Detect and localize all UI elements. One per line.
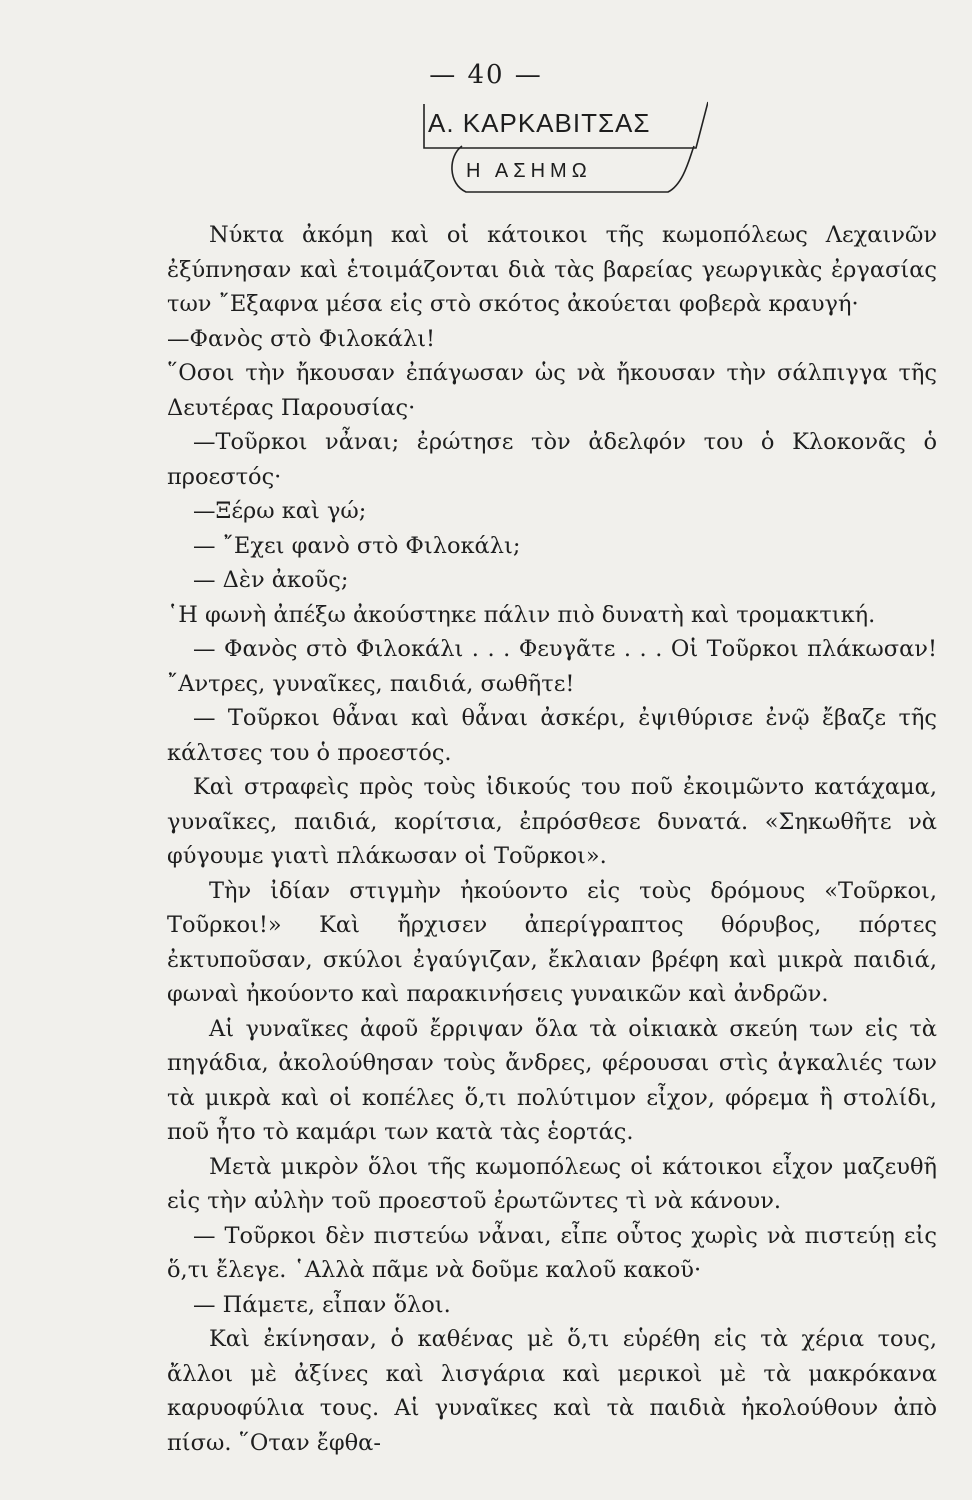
body-text	[167, 218, 937, 1460]
paragraph: Καὶ στραφεὶς πρὸς τοὺς ἰδικούς του ποῦ ἐκοιμῶντο κατάχαμα, γυναῖκες, παιδιά, κορίτσια, ἐπρόσθεσε δυνατά. «Σηκωθῆτε νὰ φύγουμε γιατὶ πλάκωσαν οἱ Τοῦρκοι».	[167, 774, 937, 869]
paragraph: — ῎Εχει φανὸ στὸ Φιλοκάλι;	[193, 532, 521, 559]
paragraph: — Φανὸς στὸ Φιλοκάλι . . . Φευγᾶτε . . . Οἱ Τοῦρκοι πλάκωσαν! ῎Αντρες, γυναῖκες, παιδιά, σωθῆτε!	[167, 636, 937, 697]
paragraph: Μετὰ μικρὸν ὅλοι τῆς κωμοπόλεως οἱ κάτοικοι εἶχον μαζευθῆ εἰς τὴν αὐλὴν τοῦ προεστοῦ ἐρωτῶντες τὶ νὰ κάνουν.	[167, 1153, 937, 1214]
paragraph: ῞Οσοι τὴν ἤκουσαν ἐπάγωσαν ὡς νὰ ἤκουσαν τὴν σάλπιγγα τῆς Δευτέρας Παρουσίας·	[167, 360, 937, 421]
paragraph: — Δὲν ἀκοῦς;	[193, 567, 349, 593]
page-number: — 40 —	[429, 60, 543, 90]
paragraph: —Ξέρω καὶ γώ;	[193, 498, 367, 524]
author-title-stamp	[418, 100, 708, 210]
paragraph: Καὶ ἐκίνησαν, ὁ καθένας μὲ ὅ,τι εὑρέθη εἰς τὰ χέρια τους, ἄλλοι μὲ ἀξίνες καὶ λισγάρια καὶ μερικοὶ μὲ τὰ μακρόκανα καρυοφύλια τους. Αἱ γυναῖκες καὶ τὰ παιδιὰ ἠκολούθουν ἀπὸ πίσω. ῞Οταν ἔφθα-	[167, 1326, 937, 1456]
stamp-title: Η ΑΣΗΜΩ	[466, 160, 592, 182]
paragraph: —Φανὸς στὸ Φιλοκάλι!	[167, 325, 436, 352]
paragraph: — Τοῦρκοι θἆναι καὶ θἆναι ἀσκέρι, ἐψιθύρισε ἐνῷ ἔβαζε τῆς κάλτσες του ὁ προεστός.	[167, 705, 937, 766]
paragraph: Νύκτα ἀκόμη καὶ οἱ κάτοικοι τῆς κωμοπόλεως Λεχαινῶν ἐξύπνησαν καὶ ἑτοιμάζονται διὰ τὰς βαρείας γεωργικὰς ἐργασίας των ῎Εξαφνα μέσα εἰς στὸ σκότος ἀκούεται φοβερὰ κραυγή·	[167, 222, 937, 317]
paragraph: ῾Η φωνὴ ἀπέξω ἀκούστηκε πάλιν πιὸ δυνατὴ καὶ τρομακτική.	[167, 601, 876, 628]
paragraph: Αἱ γυναῖκες ἀφοῦ ἔρριψαν ὅλα τὰ οἰκιακὰ σκεύη των εἰς τὰ πηγάδια, ἀκολούθησαν τοὺς ἄνδρες, φέρουσαι στὶς ἀγκαλιές των τὰ μικρὰ καὶ οἱ κοπέλες ὅ,τι πολύτιμον εἶχον, φόρεμα ἢ στολίδι, ποῦ ἦτο τὸ καμάρι των κατὰ τὰς ἑορτάς.	[167, 1015, 937, 1145]
paragraph: — Τοῦρκοι δὲν πιστεύω νἆναι, εἶπε οὗτος χωρὶς νὰ πιστεύῃ εἰς ὅ,τι ἔλεγε. ῾Αλλὰ πᾶμε νὰ δοῦμε καλοῦ κακοῦ·	[167, 1222, 937, 1283]
paragraph: Τὴν ἰδίαν στιγμὴν ἠκούοντο εἰς τοὺς δρόμους «Τοῦρκοι, Τοῦρκοι!» Καὶ ἤρχισεν ἀπερίγραπτος θόρυβος, πόρτες ἐκτυποῦσαν, σκύλοι ἐγαύγιζαν, ἔκλαιαν βρέφη καὶ μικρὰ παιδιά, φωναὶ ἠκούοντο καὶ παρακινήσεις γυναικῶν καὶ ἀνδρῶν.	[167, 877, 937, 1007]
paragraph: — Πάμετε, εἶπαν ὅλοι.	[193, 1291, 451, 1318]
stamp-author: Α. ΚΑΡΚΑΒΙΤΣΑΣ	[428, 108, 651, 138]
paragraph: —Τοῦρκοι νἆναι; ἐρώτησε τὸν ἀδελφόν του ὁ Κλοκονᾶς ὁ προεστός·	[167, 429, 937, 490]
